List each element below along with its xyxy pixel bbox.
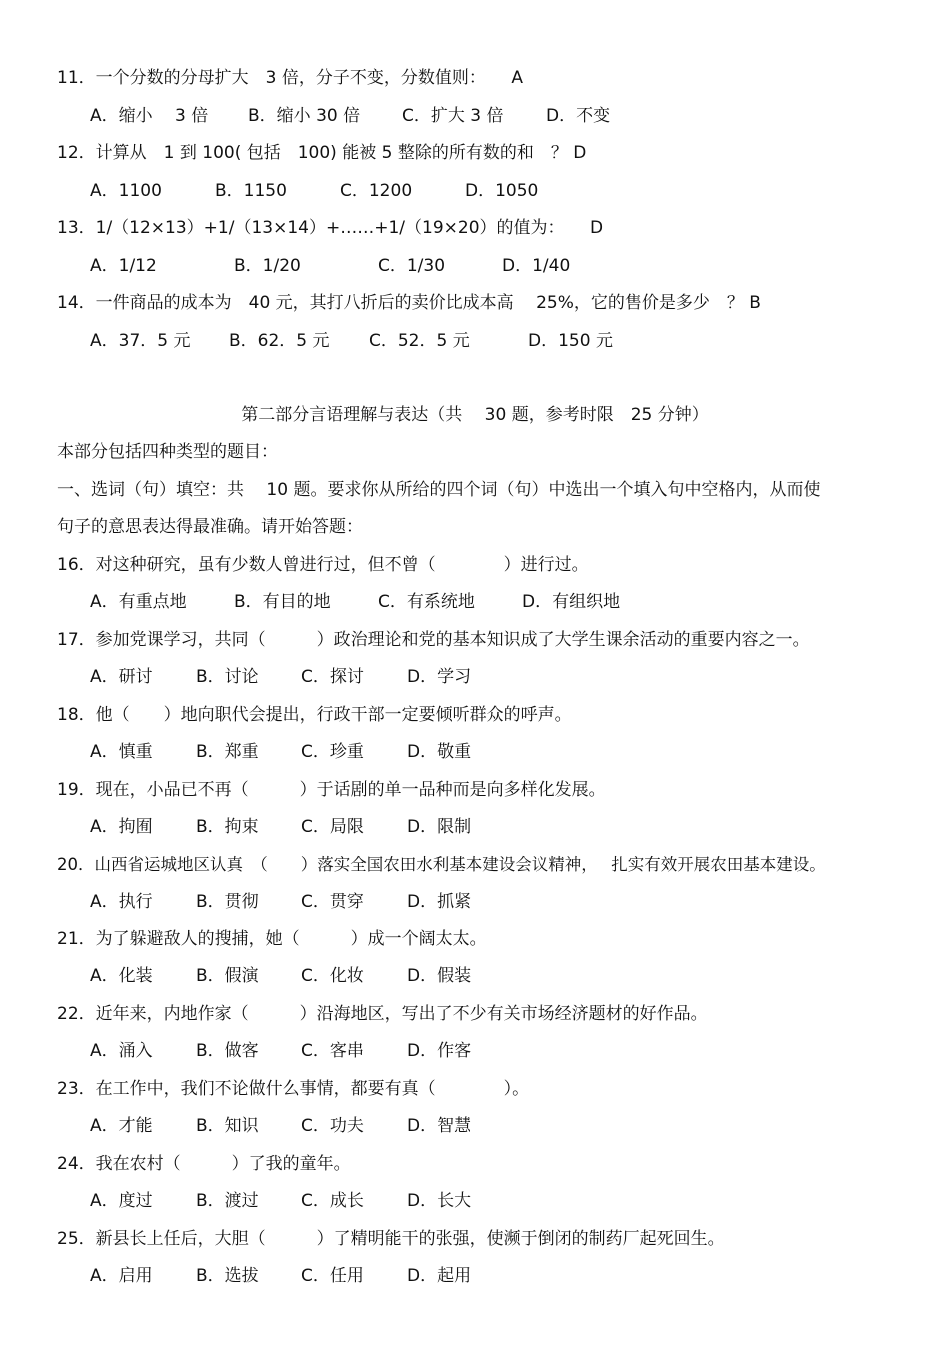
option-b: B．1150: [215, 181, 287, 201]
option-a: A．研讨: [90, 667, 153, 687]
options-row: [90, 742, 910, 762]
option-c: C．客串: [301, 1041, 364, 1061]
option-b: B．拘束: [196, 817, 259, 837]
question-text: 14．一件商品的成本为 40 元，其打八折后的卖价比成本高 25%，它的售价是多少 ？ B: [57, 293, 761, 313]
option-a: A．缩小 3 倍: [90, 106, 209, 126]
options-row: [90, 592, 910, 612]
option-a: A．度过: [90, 1191, 153, 1211]
question-text: 19．现在，小品已不再（ ）于话剧的单一品种而是向多样化发展。: [57, 780, 606, 800]
option-b: B．渡过: [196, 1191, 259, 1211]
option-d: D．起用: [407, 1266, 472, 1286]
option-b: B．做客: [196, 1041, 259, 1061]
question-text: 23．在工作中，我们不论做什么事情，都要有真（ ）。: [57, 1079, 530, 1099]
option-c: C．功夫: [301, 1116, 364, 1136]
section-title: 第二部分言语理解与表达（共 30 题，参考时限 25 分钟）: [241, 405, 709, 425]
question-text: 20．山西省运城地区认真 （ ）落实全国农田水利基本建设会议精神， 扎实有效开展农田基本建设。: [57, 855, 826, 874]
option-b: B．选拔: [196, 1266, 259, 1286]
option-b: B．贯彻: [196, 892, 259, 912]
option-a: A．启用: [90, 1266, 153, 1286]
option-a: A．有重点地: [90, 592, 187, 612]
options-row: [90, 1041, 910, 1061]
option-a: A．执行: [90, 892, 153, 912]
option-a: A．1100: [90, 181, 162, 201]
option-d: D．1/40: [502, 256, 571, 276]
options-row: [90, 1266, 910, 1286]
option-b: B．郑重: [196, 742, 259, 762]
option-a: A．慎重: [90, 742, 153, 762]
question-text: 11．一个分数的分母扩大 3 倍，分子不变，分数值则： A: [57, 68, 523, 88]
option-c: C．1/30: [378, 256, 446, 276]
option-d: D．作客: [407, 1041, 472, 1061]
question-text: 25．新县长上任后，大胆（ ）了精明能干的张强，使濒于倒闭的制药厂起死回生。: [57, 1229, 725, 1249]
options-row: [90, 1191, 910, 1211]
options-row: [90, 667, 910, 687]
option-d: D．限制: [407, 817, 472, 837]
option-c: C．扩大 3 倍: [402, 106, 504, 126]
option-c: C．珍重: [301, 742, 364, 762]
option-c: C．有系统地: [378, 592, 475, 612]
option-b: B．讨论: [196, 667, 259, 687]
option-b: B．有目的地: [234, 592, 331, 612]
option-c: C．1200: [340, 181, 413, 201]
option-d: D．有组织地: [522, 592, 621, 612]
options-row: [90, 892, 910, 912]
options-row: [90, 817, 910, 837]
option-b: B．1/20: [234, 256, 301, 276]
question-text: 13．1/（12×13）+1/（13×14）+……+1/（19×20）的值为： D: [57, 218, 604, 238]
option-d: D．智慧: [407, 1116, 472, 1136]
option-d: D．抓紧: [407, 892, 472, 912]
option-c: C．贯穿: [301, 892, 364, 912]
question-text: 21．为了躲避敌人的搜捕，她（ ）成一个阔太太。: [57, 929, 487, 949]
question-text: 18．他（ ）地向职代会提出，行政干部一定要倾听群众的呼声。: [57, 705, 572, 725]
options-row: [90, 106, 910, 126]
option-b: B．62．5 元: [229, 331, 330, 351]
option-b: B．缩小 30 倍: [248, 106, 361, 126]
option-b: B．假演: [196, 966, 259, 986]
option-c: C．探讨: [301, 667, 364, 687]
option-c: C．成长: [301, 1191, 364, 1211]
options-row: [90, 256, 910, 276]
option-d: D．150 元: [528, 331, 613, 351]
option-a: A．涌入: [90, 1041, 153, 1061]
question-text: 22．近年来，内地作家（ ）沿海地区，写出了不少有关市场经济题材的好作品。: [57, 1004, 708, 1024]
question-text: 12．计算从 1 到 100( 包括 100) 能被 5 整除的所有数的和 ？ D: [57, 143, 587, 163]
option-c: C．化妆: [301, 966, 364, 986]
option-a: A．1/12: [90, 256, 157, 276]
option-a: A．拘囿: [90, 817, 153, 837]
options-row: [90, 1116, 910, 1136]
option-b: B．知识: [196, 1116, 259, 1136]
option-d: D．1050: [465, 181, 539, 201]
option-c: C．局限: [301, 817, 364, 837]
option-a: A．37．5 元: [90, 331, 191, 351]
question-text: 16．对这种研究，虽有少数人曾进行过，但不曾（ ）进行过。: [57, 555, 589, 575]
option-d: D．敬重: [407, 742, 472, 762]
question-text: 24．我在农村（ ）了我的童年。: [57, 1154, 351, 1174]
options-row: [90, 181, 910, 201]
options-row: [90, 966, 910, 986]
option-d: D．假装: [407, 966, 472, 986]
option-d: D．长大: [407, 1191, 472, 1211]
section-intro: 本部分包括四种类型的题目：: [57, 442, 278, 462]
options-row: [90, 331, 910, 351]
question-text: 17．参加党课学习，共同（ ）政治理论和党的基本知识成了大学生课余活动的重要内容之一。: [57, 630, 810, 650]
option-d: D．学习: [407, 667, 472, 687]
section-instruction-line-2: 句子的意思表达得最准确。请开始答题：: [57, 517, 363, 537]
option-a: A．化装: [90, 966, 153, 986]
option-d: D．不变: [546, 106, 611, 126]
option-a: A．才能: [90, 1116, 153, 1136]
option-c: C．52．5 元: [369, 331, 470, 351]
section-instruction-line-1: 一、选词（句）填空：共 10 题。要求你从所给的四个词（句）中选出一个填入句中空格内，从而使: [57, 480, 821, 500]
option-c: C．任用: [301, 1266, 364, 1286]
